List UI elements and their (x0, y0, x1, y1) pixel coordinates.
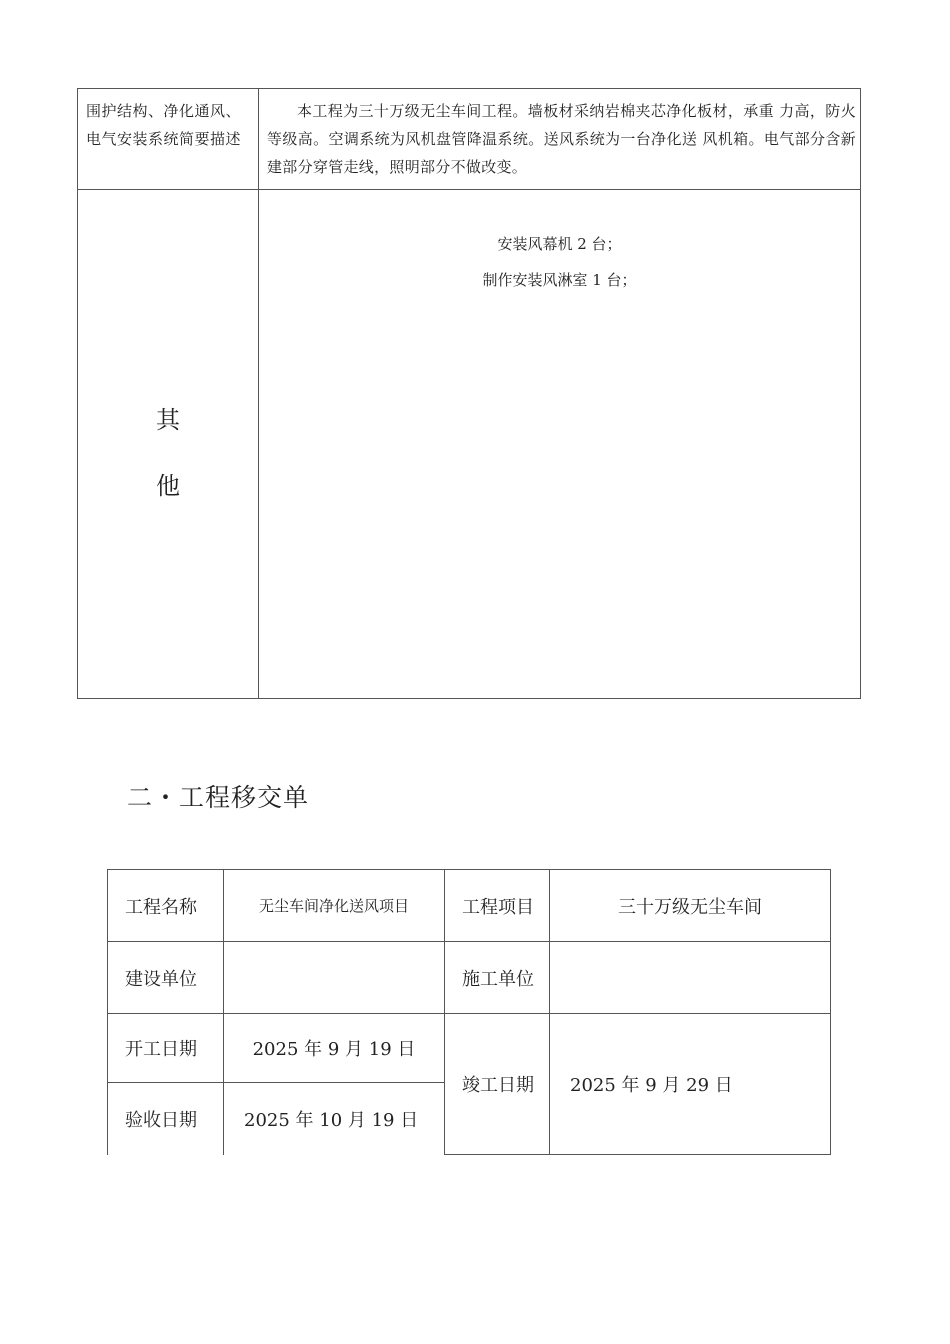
other-items-cell (259, 190, 861, 699)
project-item-value: 三十万级无尘车间 (550, 870, 831, 942)
finish-date-value: 2025 年 9 月 29 日 (550, 1014, 831, 1155)
start-date-value: 2025 年 9 月 19 日 (224, 1014, 445, 1083)
contractor-value (550, 942, 831, 1014)
acceptance-date-value: 2025 年 10 月 19 日 (224, 1083, 445, 1155)
project-name-value: 无尘车间净化送风项目 (224, 870, 445, 942)
acceptance-date-label: 验收日期 (108, 1083, 224, 1155)
other-label-cell (78, 190, 259, 699)
other-item-air-curtain: 安装风幕机 2 台； (497, 235, 622, 253)
other-item-air-shower: 制作安装风淋室 1 台； (482, 271, 637, 289)
builder-value (224, 942, 445, 1014)
handover-table (107, 869, 831, 1155)
system-description-text: 本工程为三十万级无尘车间工程。墙板材采纳岩棉夹芯净化板材，承重 力高，防火等级高。空调系统为风机盘管降温系统。送风系统为一台净化送 风机箱。电气部分含新建部分穿管走线，照明部分不做改变。 (267, 102, 856, 176)
project-name-label: 工程名称 (108, 870, 224, 942)
project-description-table (77, 88, 861, 699)
finish-date-label: 竣工日期 (445, 1014, 550, 1155)
other-label-char-2: 他 (156, 472, 180, 500)
system-description-cell (259, 89, 861, 190)
builder-label: 建设单位 (108, 942, 224, 1014)
system-description-label: 围护结构、净化通风、电气安装系统简要描述 (86, 102, 242, 148)
contractor-label: 施工单位 (445, 942, 550, 1014)
system-description-label-cell (78, 89, 259, 190)
section-heading: 二・工程移交单 (127, 783, 310, 812)
other-label-char-1: 其 (156, 406, 180, 434)
start-date-label: 开工日期 (108, 1014, 224, 1083)
project-item-label: 工程项目 (445, 870, 550, 942)
